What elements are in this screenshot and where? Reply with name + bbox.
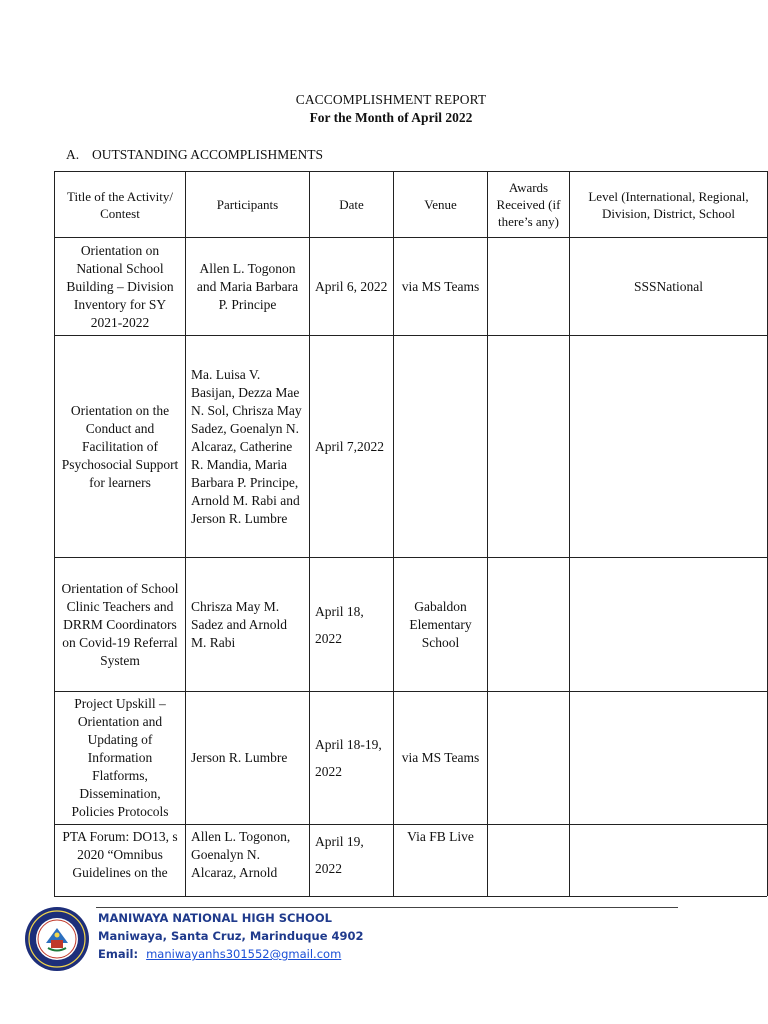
section-number: A. (66, 147, 80, 162)
cell-level (570, 336, 768, 558)
cell-date: April 19, 2022 (310, 825, 394, 945)
cell-participants: Chrisza May M. Sadez and Arnold M. Rabi (186, 558, 310, 692)
cell-awards (488, 336, 570, 558)
cell-venue (394, 336, 488, 558)
header-participants: Participants (186, 172, 310, 238)
header-title: Title of the Activity/ Contest (55, 172, 186, 238)
cell-awards (488, 692, 570, 825)
cell-date: April 6, 2022 (310, 238, 394, 336)
footer-school-info (98, 909, 364, 963)
email-label: Email: (98, 947, 139, 961)
cell-title: Orientation on National School Building – Division Inventory for SY 2021-2022 (55, 238, 186, 336)
header-awards: Awards Received (if there’s any) (488, 172, 570, 238)
report-title: CACCOMPLISHMENT REPORT (295, 92, 487, 107)
cell-awards (488, 558, 570, 692)
page-break (0, 896, 768, 906)
section-title: OUTSTANDING ACCOMPLISHMENTS (92, 147, 324, 162)
cell-participants: Ma. Luisa V. Basijan, Dezza Mae N. Sol, Chrisza May Sadez, Goenalyn N. Alcaraz, Catherine R. Mandia, Maria Barbara P. Principe, Arnold M. Rabi and Jerson R. Lumbre (186, 336, 310, 558)
cell-awards (488, 238, 570, 336)
cell-venue: via MS Teams (394, 238, 488, 336)
email-link[interactable]: maniwayanhs301552@gmail.com (146, 947, 342, 961)
table-row (55, 558, 768, 692)
table-row (55, 336, 768, 558)
table-row (55, 692, 768, 825)
cell-participants: Jerson R. Lumbre (186, 692, 310, 825)
footer-divider (96, 907, 678, 908)
cell-level (570, 558, 768, 692)
cell-title: PTA Forum: DO13, s 2020 “Omnibus Guidelines on the (55, 825, 186, 945)
school-address: Maniwaya, Santa Cruz, Marinduque 4902 (98, 929, 364, 943)
accomplishments-table (54, 171, 768, 945)
section-heading (66, 147, 323, 163)
cell-participants: Allen L. Togonon and Maria Barbara P. Principe (186, 238, 310, 336)
report-subtitle: For the Month of April 2022 (309, 110, 473, 125)
cell-date: April 18, 2022 (310, 558, 394, 692)
cell-venue: Via FB Live (394, 825, 488, 945)
cell-title: Orientation on the Conduct and Facilitation of Psychosocial Support for learners (55, 336, 186, 558)
cell-date: April 7,2022 (310, 336, 394, 558)
cell-level (570, 692, 768, 825)
school-seal-icon (24, 906, 90, 972)
table-row (55, 238, 768, 336)
cell-participants: Allen L. Togonon, Goenalyn N. Alcaraz, Arnold (186, 825, 310, 945)
cell-venue: via MS Teams (394, 692, 488, 825)
school-name: MANIWAYA NATIONAL HIGH SCHOOL (98, 911, 332, 925)
table-bottom-border (54, 896, 767, 897)
school-email-line (98, 945, 364, 963)
cell-title: Project Upskill – Orientation and Updating of Information Flatforms, Dissemination, Policies Protocols (55, 692, 186, 825)
header-venue: Venue (394, 172, 488, 238)
table-header-row (55, 172, 768, 238)
cell-venue: Gabaldon Elementary School (394, 558, 488, 692)
header-level: Level (International, Regional, Division, District, School (570, 172, 768, 238)
cell-date: April 18-19, 2022 (310, 692, 394, 825)
cell-level: SSSNational (570, 238, 768, 336)
cell-title: Orientation of School Clinic Teachers and DRRM Coordinators on Covid-19 Referral System (55, 558, 186, 692)
header-date: Date (310, 172, 394, 238)
